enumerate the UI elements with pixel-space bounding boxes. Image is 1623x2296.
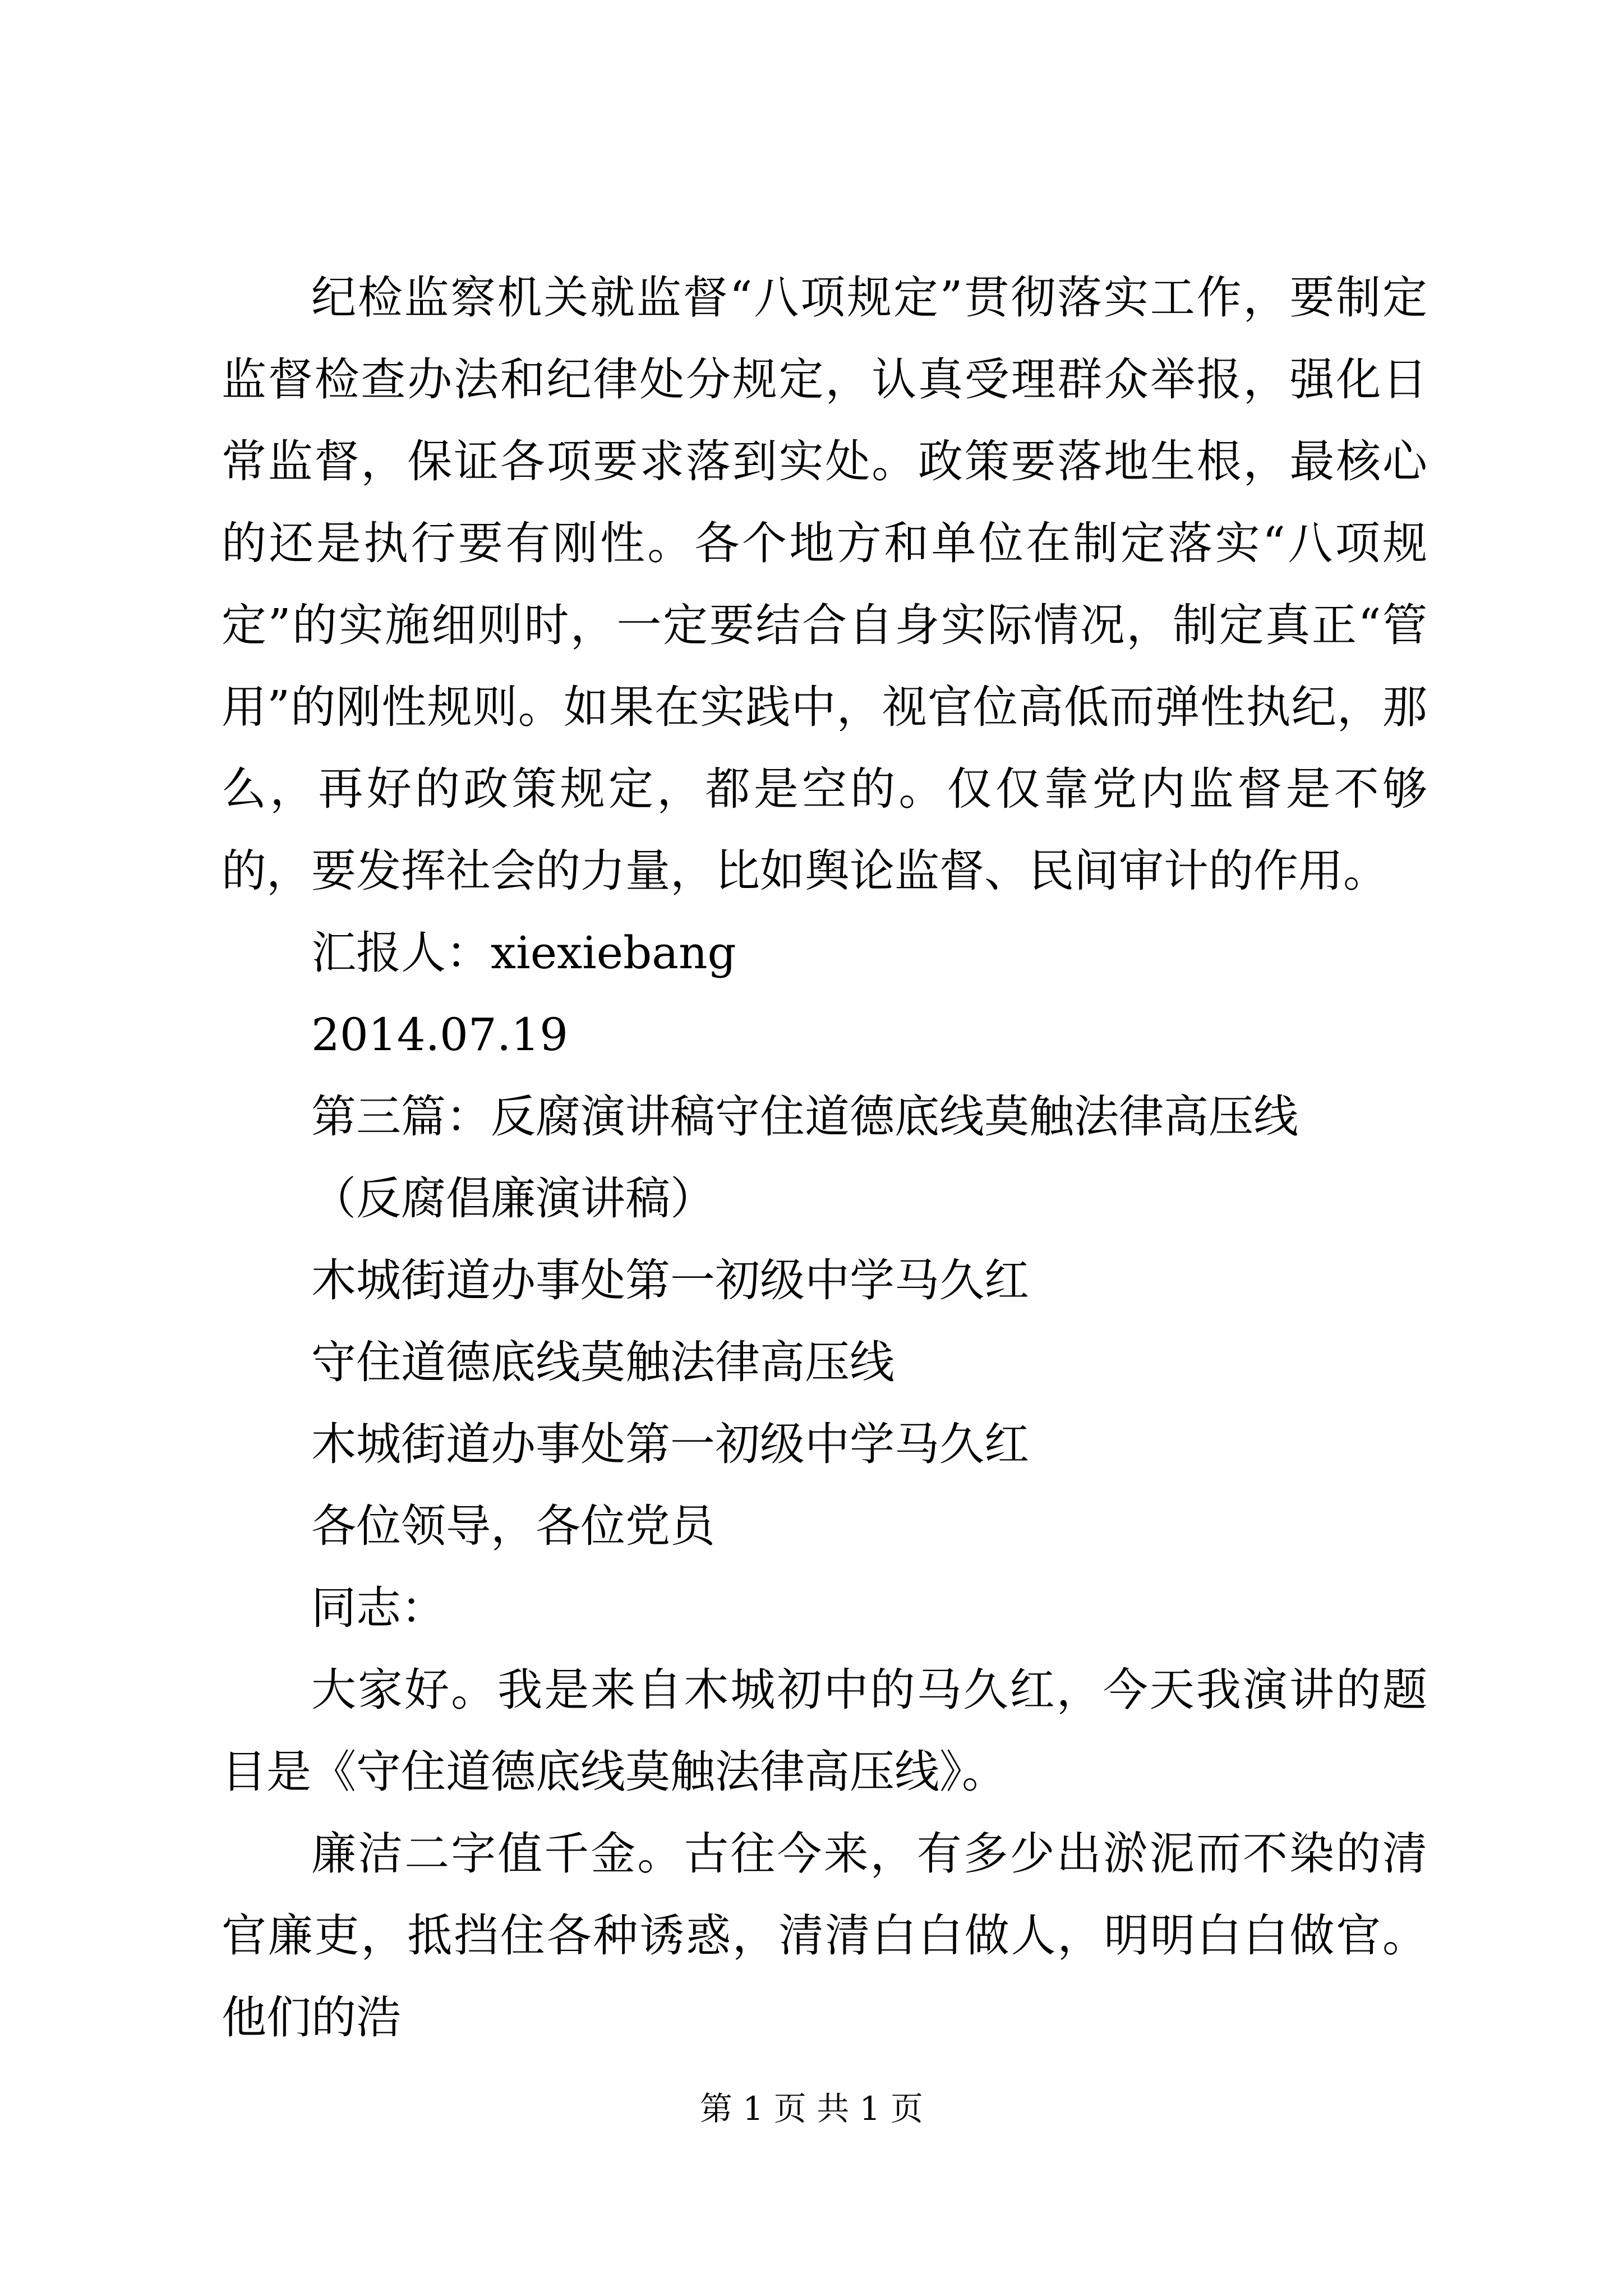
paragraph-integrity: 廉洁二字值千金。古往今来，有多少出淤泥而不染的清官廉吏，抵挡住各种诱惑，清清白白做人，明明白白做官。他们的浩: [222, 1828, 1427, 2044]
document-body: [222, 257, 1427, 2059]
paragraph-date: 2014.07.19: [311, 1009, 569, 1061]
paragraph-speech-title: 守住道德底线莫触法律高压线: [311, 1336, 895, 1388]
paragraph-subtitle: （反腐倡廉演讲稿）: [311, 1172, 715, 1225]
paragraph-comrades: 同志：: [311, 1582, 446, 1634]
paragraph-section-title: 第三篇：反腐演讲稿守住道德底线莫触法律高压线: [311, 1091, 1298, 1143]
paragraph-author-2: 木城街道办事处第一初级中学马久红: [311, 1418, 1029, 1470]
paragraph-greeting: 大家好。我是来自木城初中的马久红，今天我演讲的题目是《守住道德底线莫触法律高压线》。: [222, 1664, 1427, 1798]
paragraph-salutation: 各位领导，各位党员: [311, 1500, 715, 1552]
paragraph-reporter: 汇报人：xiexiebang: [311, 927, 736, 979]
paragraph-supervision: 纪检监察机关就监督“八项规定”贯彻落实工作，要制定监督检查办法和纪律处分规定，认真受理群众举报，强化日常监督，保证各项要求落到实处。政策要落地生根，最核心的还是执行要有刚性。各个地方和单位在制定落实“八项规定”的实施细则时，一定要结合自身实际情况，制定真正“管用”的刚性规则。如果在实践中，视官位高低而弹性执纪，那么，再好的政策规定，都是空的。仅仅靠党内监督是不够的，要发挥社会的力量，比如舆论监督、民间审计的作用。: [222, 272, 1427, 897]
paragraph-author-1: 木城街道办事处第一初级中学马久红: [311, 1254, 1029, 1306]
page-footer: 第 1 页 共 1 页: [700, 2090, 923, 2128]
